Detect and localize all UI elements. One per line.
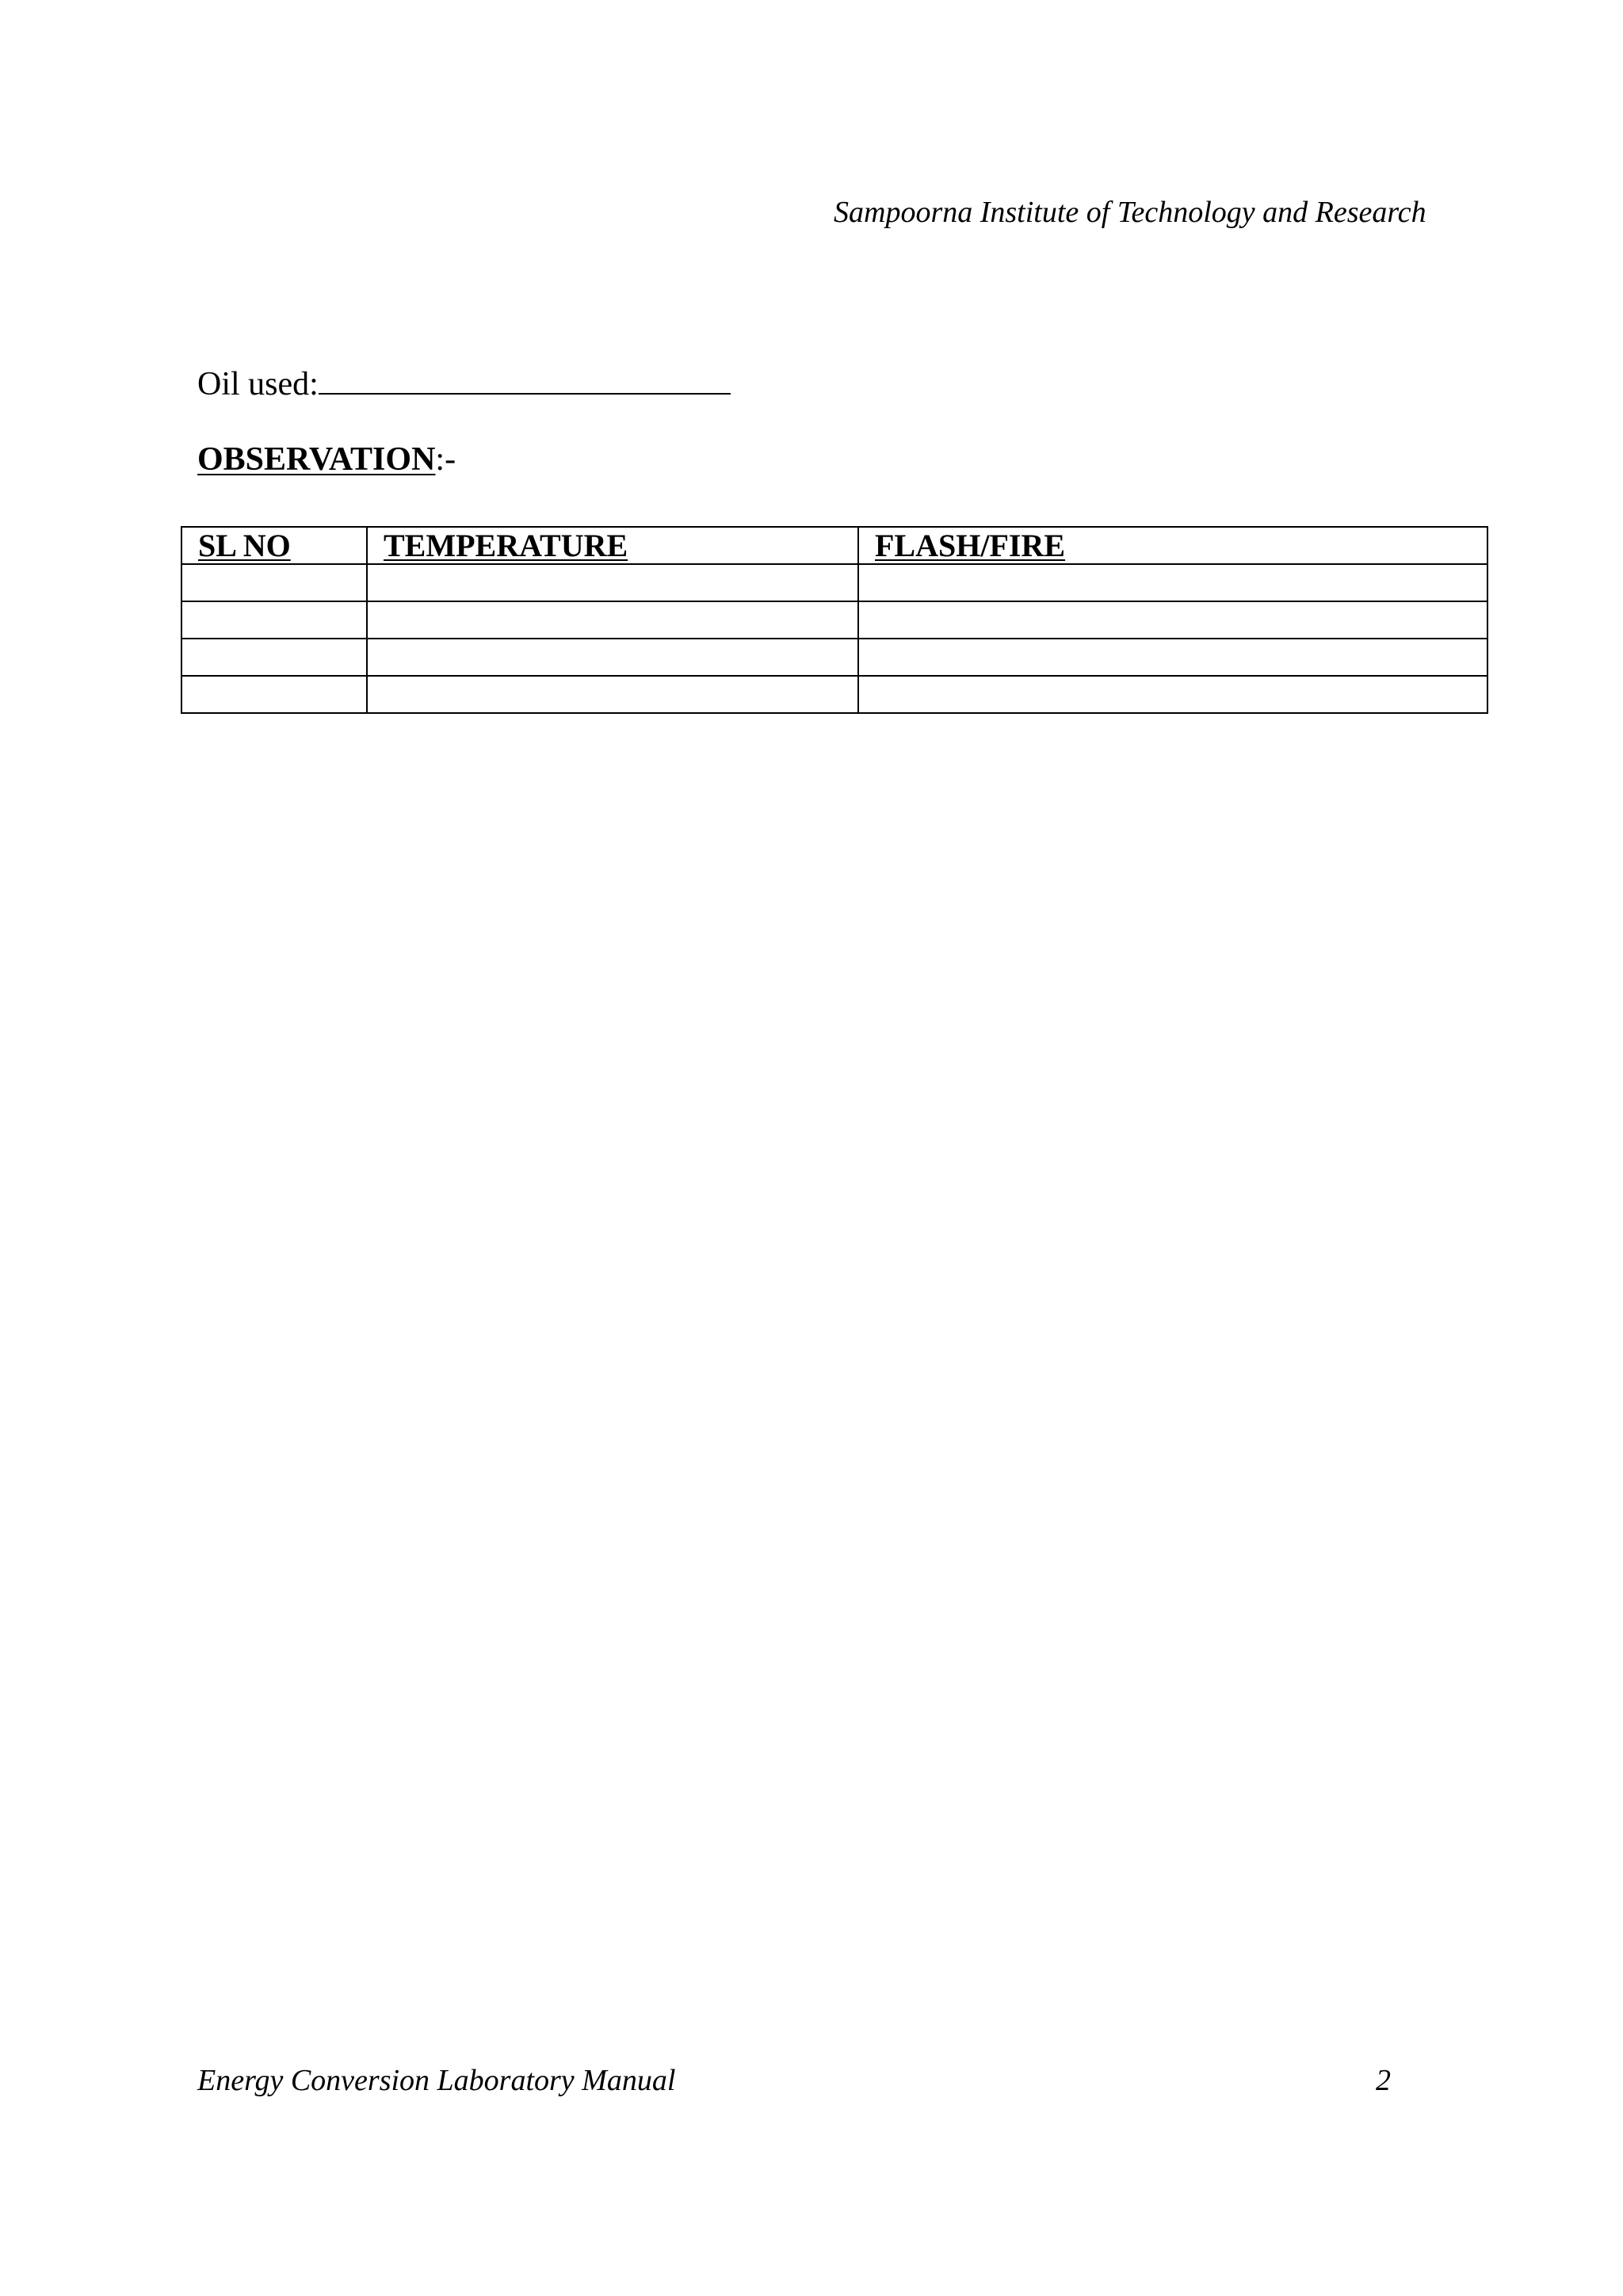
table-cell[interactable] (181, 676, 367, 713)
table-cell[interactable] (367, 639, 858, 676)
column-header-flash-fire: FLASH/FIRE (858, 527, 1487, 564)
table-cell[interactable] (367, 676, 858, 713)
table-cell[interactable] (367, 564, 858, 601)
table-cell[interactable] (181, 601, 367, 639)
observation-suffix: :- (435, 441, 456, 478)
table-cell[interactable] (858, 639, 1487, 676)
oil-used-blank[interactable] (319, 358, 731, 395)
observation-heading (197, 441, 456, 479)
column-header-sl-no: SL NO (181, 527, 367, 564)
table-cell[interactable] (858, 676, 1487, 713)
observation-title: OBSERVATION (197, 441, 436, 478)
table-row (181, 564, 1487, 601)
observation-table (181, 526, 1488, 714)
table-cell[interactable] (181, 639, 367, 676)
footer-page-number: 2 (1376, 2064, 1391, 2097)
table-row (181, 676, 1487, 713)
table-cell[interactable] (367, 601, 858, 639)
table-row (181, 601, 1487, 639)
table-cell[interactable] (858, 601, 1487, 639)
oil-used-field (197, 358, 731, 403)
oil-used-label: Oil used: (197, 366, 319, 402)
table-cell[interactable] (858, 564, 1487, 601)
footer-manual-title: Energy Conversion Laboratory Manual (197, 2064, 676, 2097)
running-header: Sampoorna Institute of Technology and Research (834, 196, 1426, 229)
table-row (181, 639, 1487, 676)
column-header-temperature: TEMPERATURE (367, 527, 858, 564)
table-cell[interactable] (181, 564, 367, 601)
table-header-row (181, 527, 1487, 564)
